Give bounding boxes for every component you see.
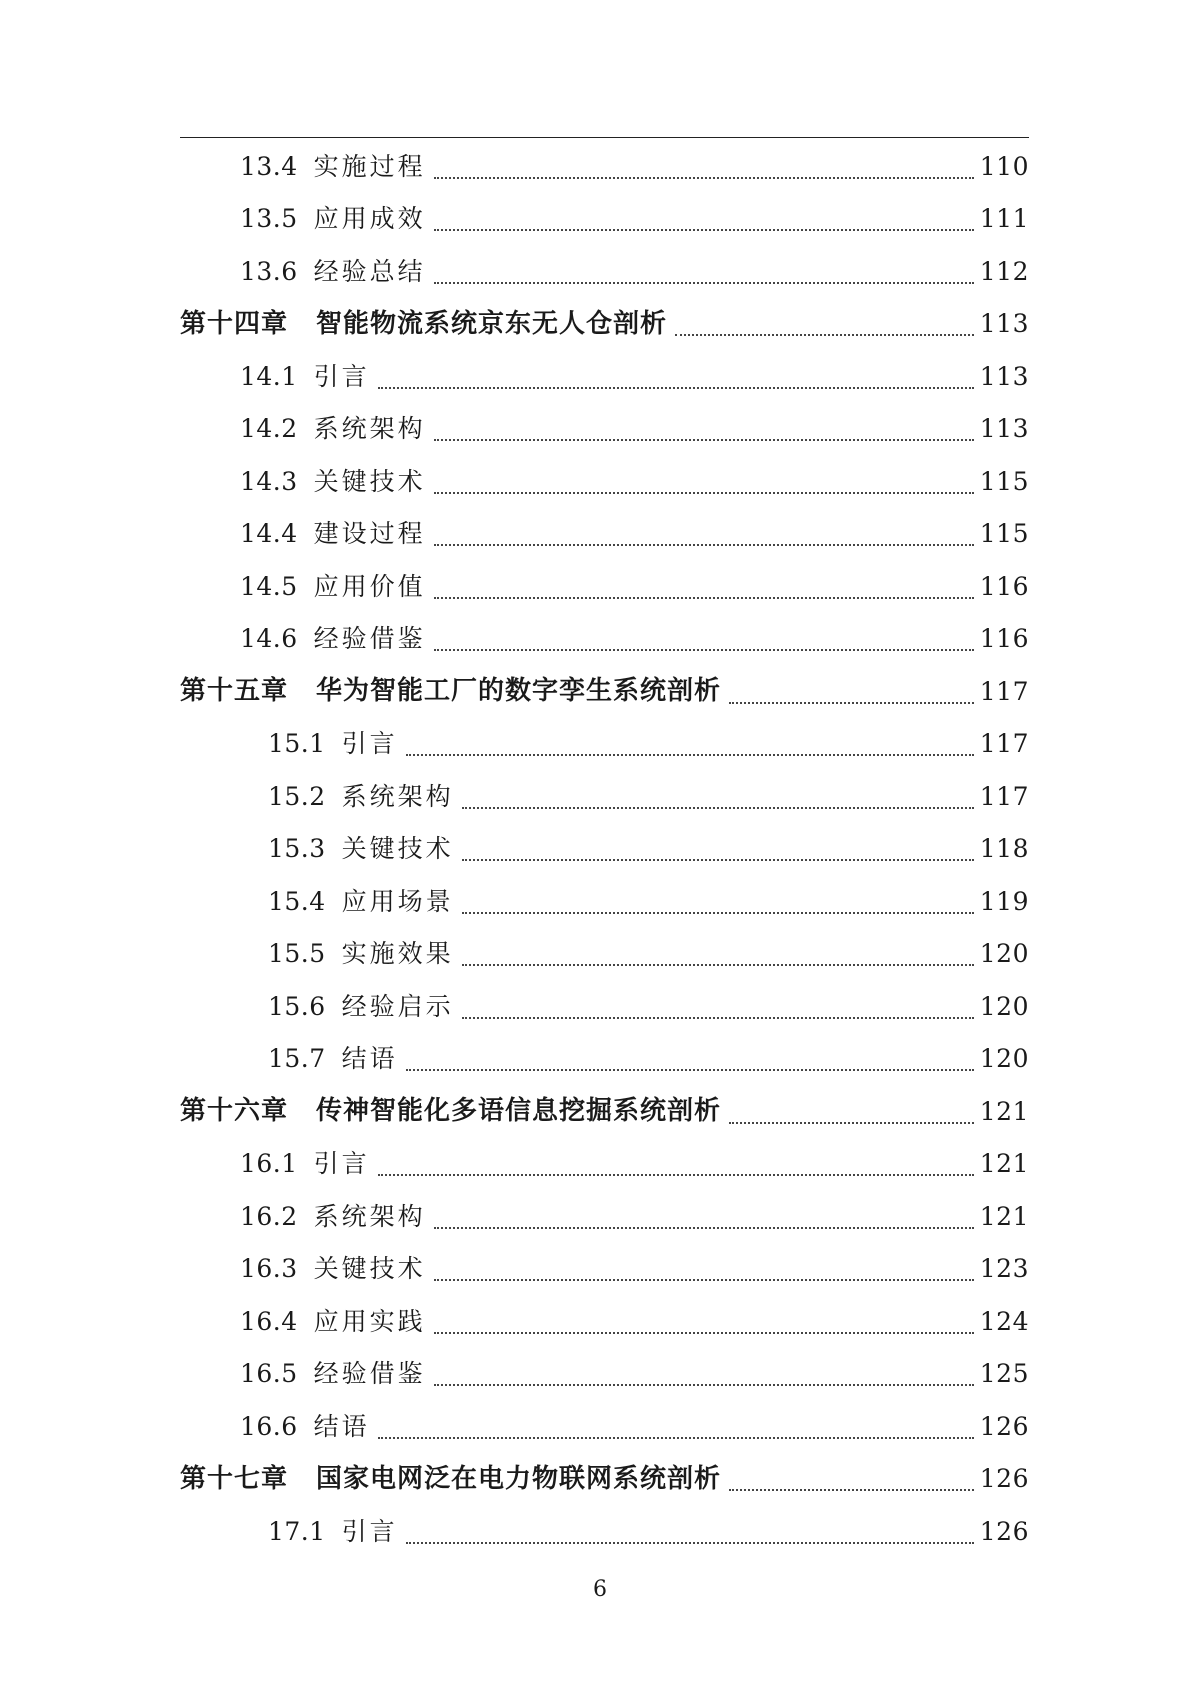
page-ref: 113 [979,309,1029,339]
section-title: 系统架构 [313,1201,426,1231]
section-title: 引言 [341,729,398,759]
toc-entry[interactable] [180,1243,1029,1296]
section-number: 15.1 [268,729,326,759]
chapter-number: 第十五章 [180,676,289,707]
toc-entry[interactable] [180,1033,1029,1086]
page-ref: 115 [979,466,1029,496]
section-title: 应用实践 [313,1306,426,1336]
page-ref: 121 [979,1201,1029,1231]
dot-leader [462,1017,974,1019]
toc-entry[interactable] [180,403,1029,456]
toc-entry[interactable] [180,928,1029,981]
section-number: 14.2 [240,414,298,444]
dot-leader [434,1227,974,1229]
page-ref: 120 [979,1044,1029,1074]
toc-entry[interactable] [180,455,1029,508]
section-number: 15.2 [268,781,326,811]
toc-entry[interactable] [180,193,1029,246]
section-number: 16.4 [240,1306,298,1336]
toc-entry[interactable] [180,140,1029,193]
page-ref: 117 [979,676,1029,706]
toc-entry[interactable] [180,508,1029,561]
toc-entry[interactable] [180,1138,1029,1191]
page-ref: 123 [979,1254,1029,1284]
section-title: 建设过程 [313,519,426,549]
table-of-contents [180,140,1029,1558]
page-ref: 120 [979,991,1029,1021]
dot-leader [378,1437,974,1439]
dot-leader [406,1542,974,1544]
section-title: 经验借鉴 [313,624,426,654]
section-title: 经验借鉴 [313,1359,426,1389]
section-number: 16.3 [240,1254,298,1284]
toc-chapter-entry[interactable] [180,665,1029,718]
dot-leader [434,492,974,494]
toc-entry[interactable] [180,770,1029,823]
chapter-number: 第十六章 [180,1096,289,1127]
toc-entry[interactable] [180,823,1029,876]
page-ref: 121 [979,1149,1029,1179]
dot-leader [434,1279,974,1281]
dot-leader [675,334,974,336]
section-number: 13.6 [240,256,298,286]
page-ref: 116 [979,624,1029,654]
page-ref: 121 [979,1096,1029,1126]
toc-entry[interactable] [180,1505,1029,1558]
section-number: 15.6 [268,991,326,1021]
toc-entry[interactable] [180,875,1029,928]
dot-leader [462,859,974,861]
page-ref: 112 [979,256,1029,286]
toc-chapter-entry[interactable] [180,1453,1029,1506]
section-number: 15.4 [268,886,326,916]
section-title: 实施过程 [313,151,426,181]
section-title: 引言 [313,361,370,391]
page-ref: 119 [979,886,1029,916]
toc-entry[interactable] [180,613,1029,666]
page-ref: 125 [979,1359,1029,1389]
dot-leader [434,1384,974,1386]
section-number: 16.6 [240,1411,298,1441]
section-title: 关键技术 [341,834,454,864]
toc-entry[interactable] [180,245,1029,298]
page-ref: 124 [979,1306,1029,1336]
toc-entry[interactable] [180,1400,1029,1453]
page-ref: 126 [979,1411,1029,1441]
dot-leader [434,229,974,231]
section-number: 15.5 [268,939,326,969]
dot-leader [462,912,974,914]
section-title: 结语 [341,1044,398,1074]
section-number: 13.4 [240,151,298,181]
section-number: 16.1 [240,1149,298,1179]
chapter-title: 华为智能工厂的数字孪生系统剖析 [316,676,722,707]
dot-leader [729,1122,974,1124]
toc-entry[interactable] [180,1190,1029,1243]
section-title: 关键技术 [313,1254,426,1284]
chapter-title: 智能物流系统京东无人仓剖析 [316,308,668,339]
toc-entry[interactable] [180,1295,1029,1348]
section-number: 16.2 [240,1201,298,1231]
page-ref: 116 [979,571,1029,601]
page-ref: 118 [979,834,1029,864]
section-number: 13.5 [240,204,298,234]
section-title: 经验启示 [341,991,454,1021]
page-ref: 110 [979,151,1029,181]
page-ref: 126 [979,1464,1029,1494]
toc-chapter-entry[interactable] [180,1085,1029,1138]
dot-leader [406,754,974,756]
page-ref: 113 [979,361,1029,391]
dot-leader [729,1489,974,1491]
section-number: 14.3 [240,466,298,496]
section-title: 结语 [313,1411,370,1441]
section-number: 15.7 [268,1044,326,1074]
page-ref: 115 [979,519,1029,549]
dot-leader [406,1069,974,1071]
toc-entry[interactable] [180,718,1029,771]
page-ref: 120 [979,939,1029,969]
dot-leader [434,597,974,599]
dot-leader [378,387,974,389]
toc-chapter-entry[interactable] [180,298,1029,351]
dot-leader [462,964,974,966]
section-title: 关键技术 [313,466,426,496]
toc-entry[interactable] [180,560,1029,613]
dot-leader [434,544,974,546]
header-rule [180,137,1029,138]
dot-leader [729,702,974,704]
page-number: 6 [593,1577,607,1602]
toc-entry[interactable] [180,350,1029,403]
page-ref: 117 [979,729,1029,759]
dot-leader [462,807,974,809]
toc-entry[interactable] [180,1348,1029,1401]
dot-leader [378,1174,974,1176]
section-title: 引言 [313,1149,370,1179]
dot-leader [434,439,974,441]
page-ref: 111 [979,204,1029,234]
section-title: 应用成效 [313,204,426,234]
page-ref: 117 [979,781,1029,811]
section-title: 经验总结 [313,256,426,286]
section-number: 14.4 [240,519,298,549]
page-ref: 113 [979,414,1029,444]
section-number: 14.5 [240,571,298,601]
chapter-title: 传神智能化多语信息挖掘系统剖析 [316,1096,722,1127]
section-number: 16.5 [240,1359,298,1389]
section-number: 14.1 [240,361,298,391]
dot-leader [434,649,974,651]
section-title: 应用价值 [313,571,426,601]
chapter-number: 第十七章 [180,1463,289,1494]
section-number: 14.6 [240,624,298,654]
section-title: 实施效果 [341,939,454,969]
chapter-title: 国家电网泛在电力物联网系统剖析 [316,1463,722,1494]
section-number: 15.3 [268,834,326,864]
section-title: 系统架构 [341,781,454,811]
chapter-number: 第十四章 [180,308,289,339]
dot-leader [434,282,974,284]
dot-leader [434,1332,974,1334]
section-title: 应用场景 [341,886,454,916]
toc-entry[interactable] [180,980,1029,1033]
section-title: 系统架构 [313,414,426,444]
dot-leader [434,177,974,179]
section-title: 引言 [341,1516,398,1546]
section-number: 17.1 [268,1516,326,1546]
page-ref: 126 [979,1516,1029,1546]
